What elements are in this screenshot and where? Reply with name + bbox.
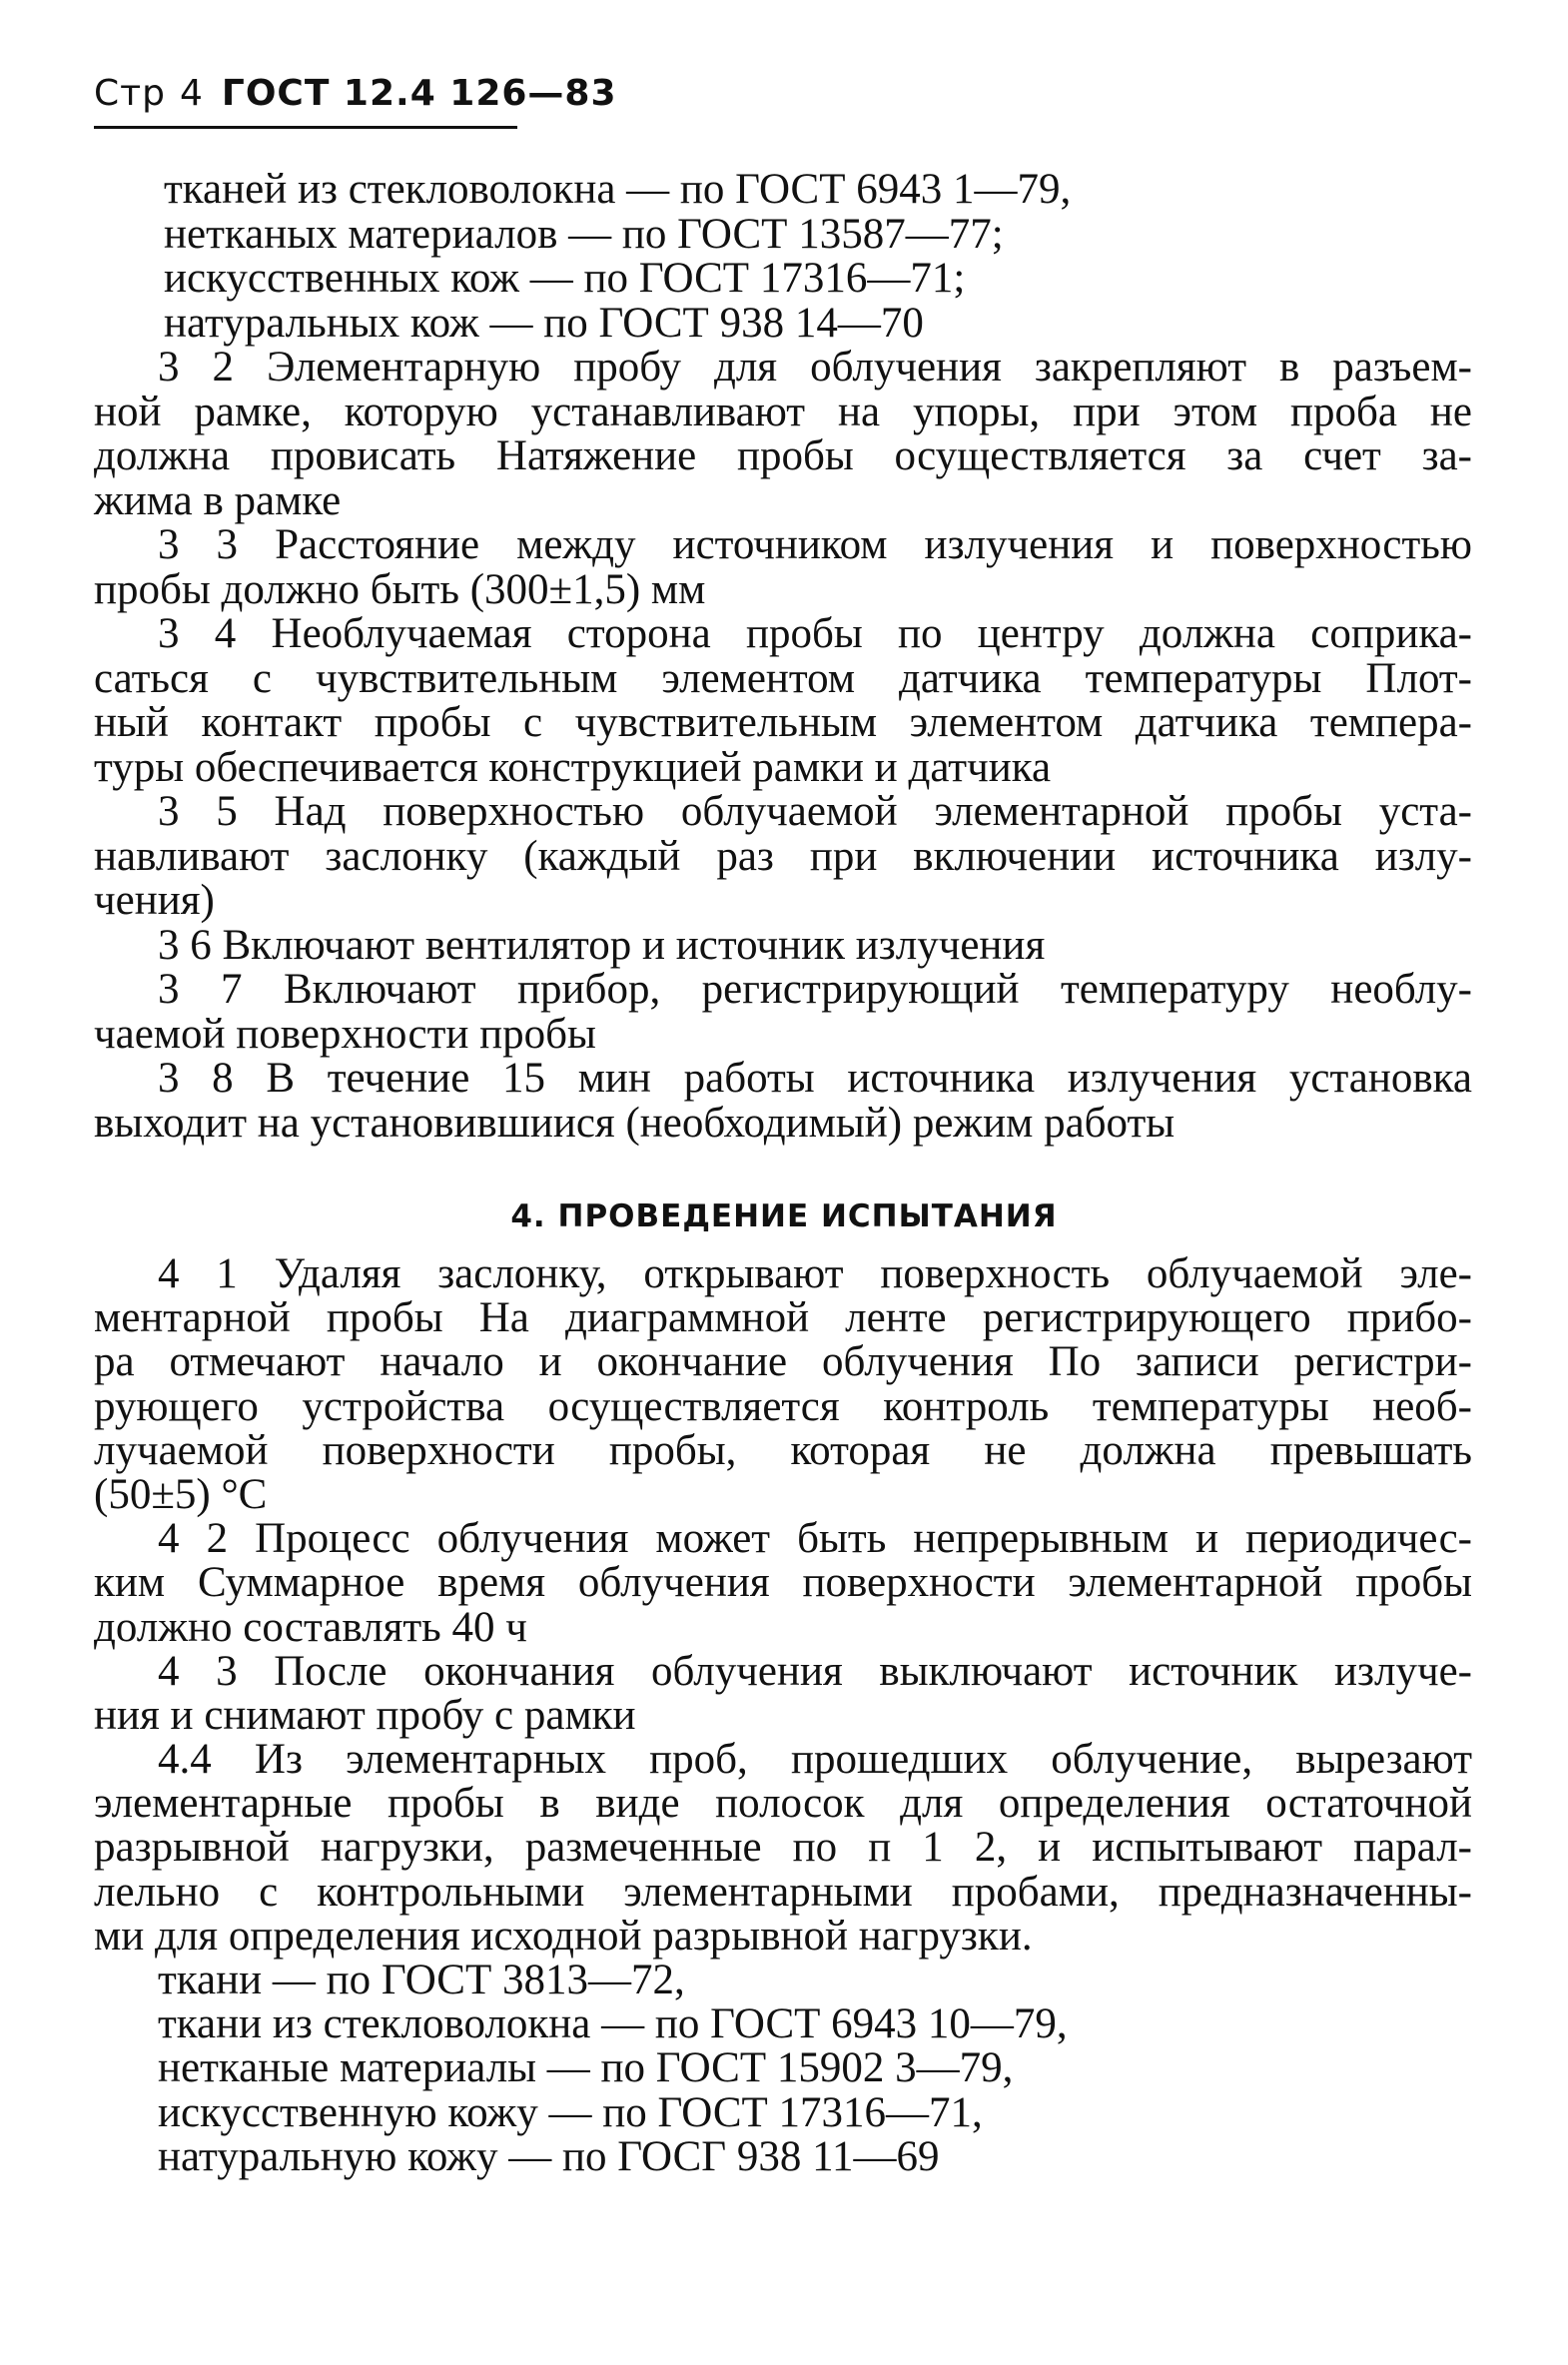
text-line: 3 2 Элементарную пробу для облучения закрепляют в разъем- <box>158 344 1472 391</box>
text-line: тканей из стекловолокна — по ГОСТ 6943 1—79, <box>164 166 1072 213</box>
text-line: разрывной нагрузки, размеченные по п 1 2, и испытывают парал- <box>94 1824 1472 1872</box>
text-line: рующего устройства осуществляется контроль температуры необ- <box>94 1382 1472 1430</box>
text-line: 4.4 Из элементарных проб, прошедших облучение, вырезают <box>158 1736 1472 1784</box>
text-line: натуральных кож — по ГОСТ 938 14—70 <box>164 299 924 347</box>
page-label: Стр <box>94 73 166 114</box>
text-line: 4 1 Удаляя заслонку, открывают поверхность облучаемой эле- <box>158 1250 1472 1297</box>
text-line: ким Суммарное время облучения поверхности элементарной пробы <box>94 1559 1472 1607</box>
text-line: должно составлять 40 ч <box>94 1603 527 1651</box>
page-header <box>94 72 617 116</box>
text-line: чения) <box>94 877 215 924</box>
text-line: ной рамке, которую устанавливают на упоры, при этом проба не <box>94 388 1472 435</box>
text-line: ментарной пробы На диаграммной ленте регистрирующего прибо- <box>94 1294 1472 1342</box>
text-line: искусственную кожу — по ГОСТ 17316—71, <box>158 2088 983 2136</box>
section-4-title: 4. ПРОВЕДЕНИЕ ИСПЫТАНИЯ <box>510 1198 1058 1234</box>
text-line: ми для определения исходной разрывной нагрузки. <box>94 1912 1033 1960</box>
text-line: ный контакт пробы с чувствительным элементом датчика темпера- <box>94 699 1472 746</box>
text-line: элементарные пробы в виде полосок для определения остаточной <box>94 1780 1472 1828</box>
text-line: ра отмечают начало и окончание облучения По записи регистри- <box>94 1338 1472 1386</box>
text-line: искусственных кож — по ГОСТ 17316—71; <box>164 255 966 302</box>
text-line: туры обеспечивается конструкцией рамки и датчика <box>94 743 1052 791</box>
text-line: должна провисать Натяжение пробы осуществляется за счет за- <box>94 432 1472 479</box>
text-line: ния и снимают пробу с рамки <box>94 1691 636 1739</box>
text-line: нетканые материалы — по ГОСТ 15902 3—79, <box>158 2044 1014 2092</box>
text-line: саться с чувствительным элементом датчика температуры Плот- <box>94 654 1472 702</box>
text-line: 3 8 В течение 15 мин работы источника излучения установка <box>158 1055 1472 1102</box>
text-line: пробы должно быть (300±1,5) мм <box>94 565 706 613</box>
header-rule <box>94 126 517 129</box>
text-line: ткани из стекловолокна — по ГОСТ 6943 10—79, <box>158 2000 1068 2048</box>
text-line: навливают заслонку (каждый раз при включении источника излу- <box>94 832 1472 880</box>
text-line: 3 7 Включают прибор, регистрирующий температуру необлу- <box>158 966 1472 1013</box>
text-line: 3 4 Необлучаемая сторона пробы по центру должна соприка- <box>158 610 1472 657</box>
text-line: чаемой поверхности пробы <box>94 1010 596 1058</box>
standard-number: ГОСТ 12.4 126—83 <box>221 73 617 114</box>
text-line: жима в рамке <box>94 476 342 524</box>
text-line: лучаемой поверхности пробы, которая не должна превышать <box>94 1426 1472 1474</box>
text-line: 4 3 После окончания облучения выключают источник излуче- <box>158 1647 1472 1695</box>
text-line: ткани — по ГОСТ 3813—72, <box>158 1957 685 2003</box>
text-line: (50±5) °С <box>94 1470 268 1518</box>
text-line: 3 5 Над поверхностью облучаемой элементарной пробы уста- <box>158 788 1472 835</box>
section-3-text <box>94 168 1472 1146</box>
text-line: 3 6 Включают вентилятор и источник излучения <box>158 921 1046 969</box>
text-line: выходит на установившиися (необходимый) режим работы <box>94 1099 1176 1147</box>
text-line: 3 3 Расстояние между источником излучения и поверхностью <box>158 521 1472 568</box>
section-4-text <box>94 1252 1472 2179</box>
text-line: натуральную кожу — по ГОСГ 938 11—69 <box>158 2132 940 2180</box>
text-line: 4 2 Процесс облучения может быть непрерывным и периодичес- <box>158 1515 1472 1563</box>
text-line: лельно с контрольными элементарными пробами, предназначенны- <box>94 1868 1472 1916</box>
text-line: нетканых материалов — по ГОСТ 13587—77; <box>164 210 1004 258</box>
page-number: 4 <box>179 73 204 114</box>
